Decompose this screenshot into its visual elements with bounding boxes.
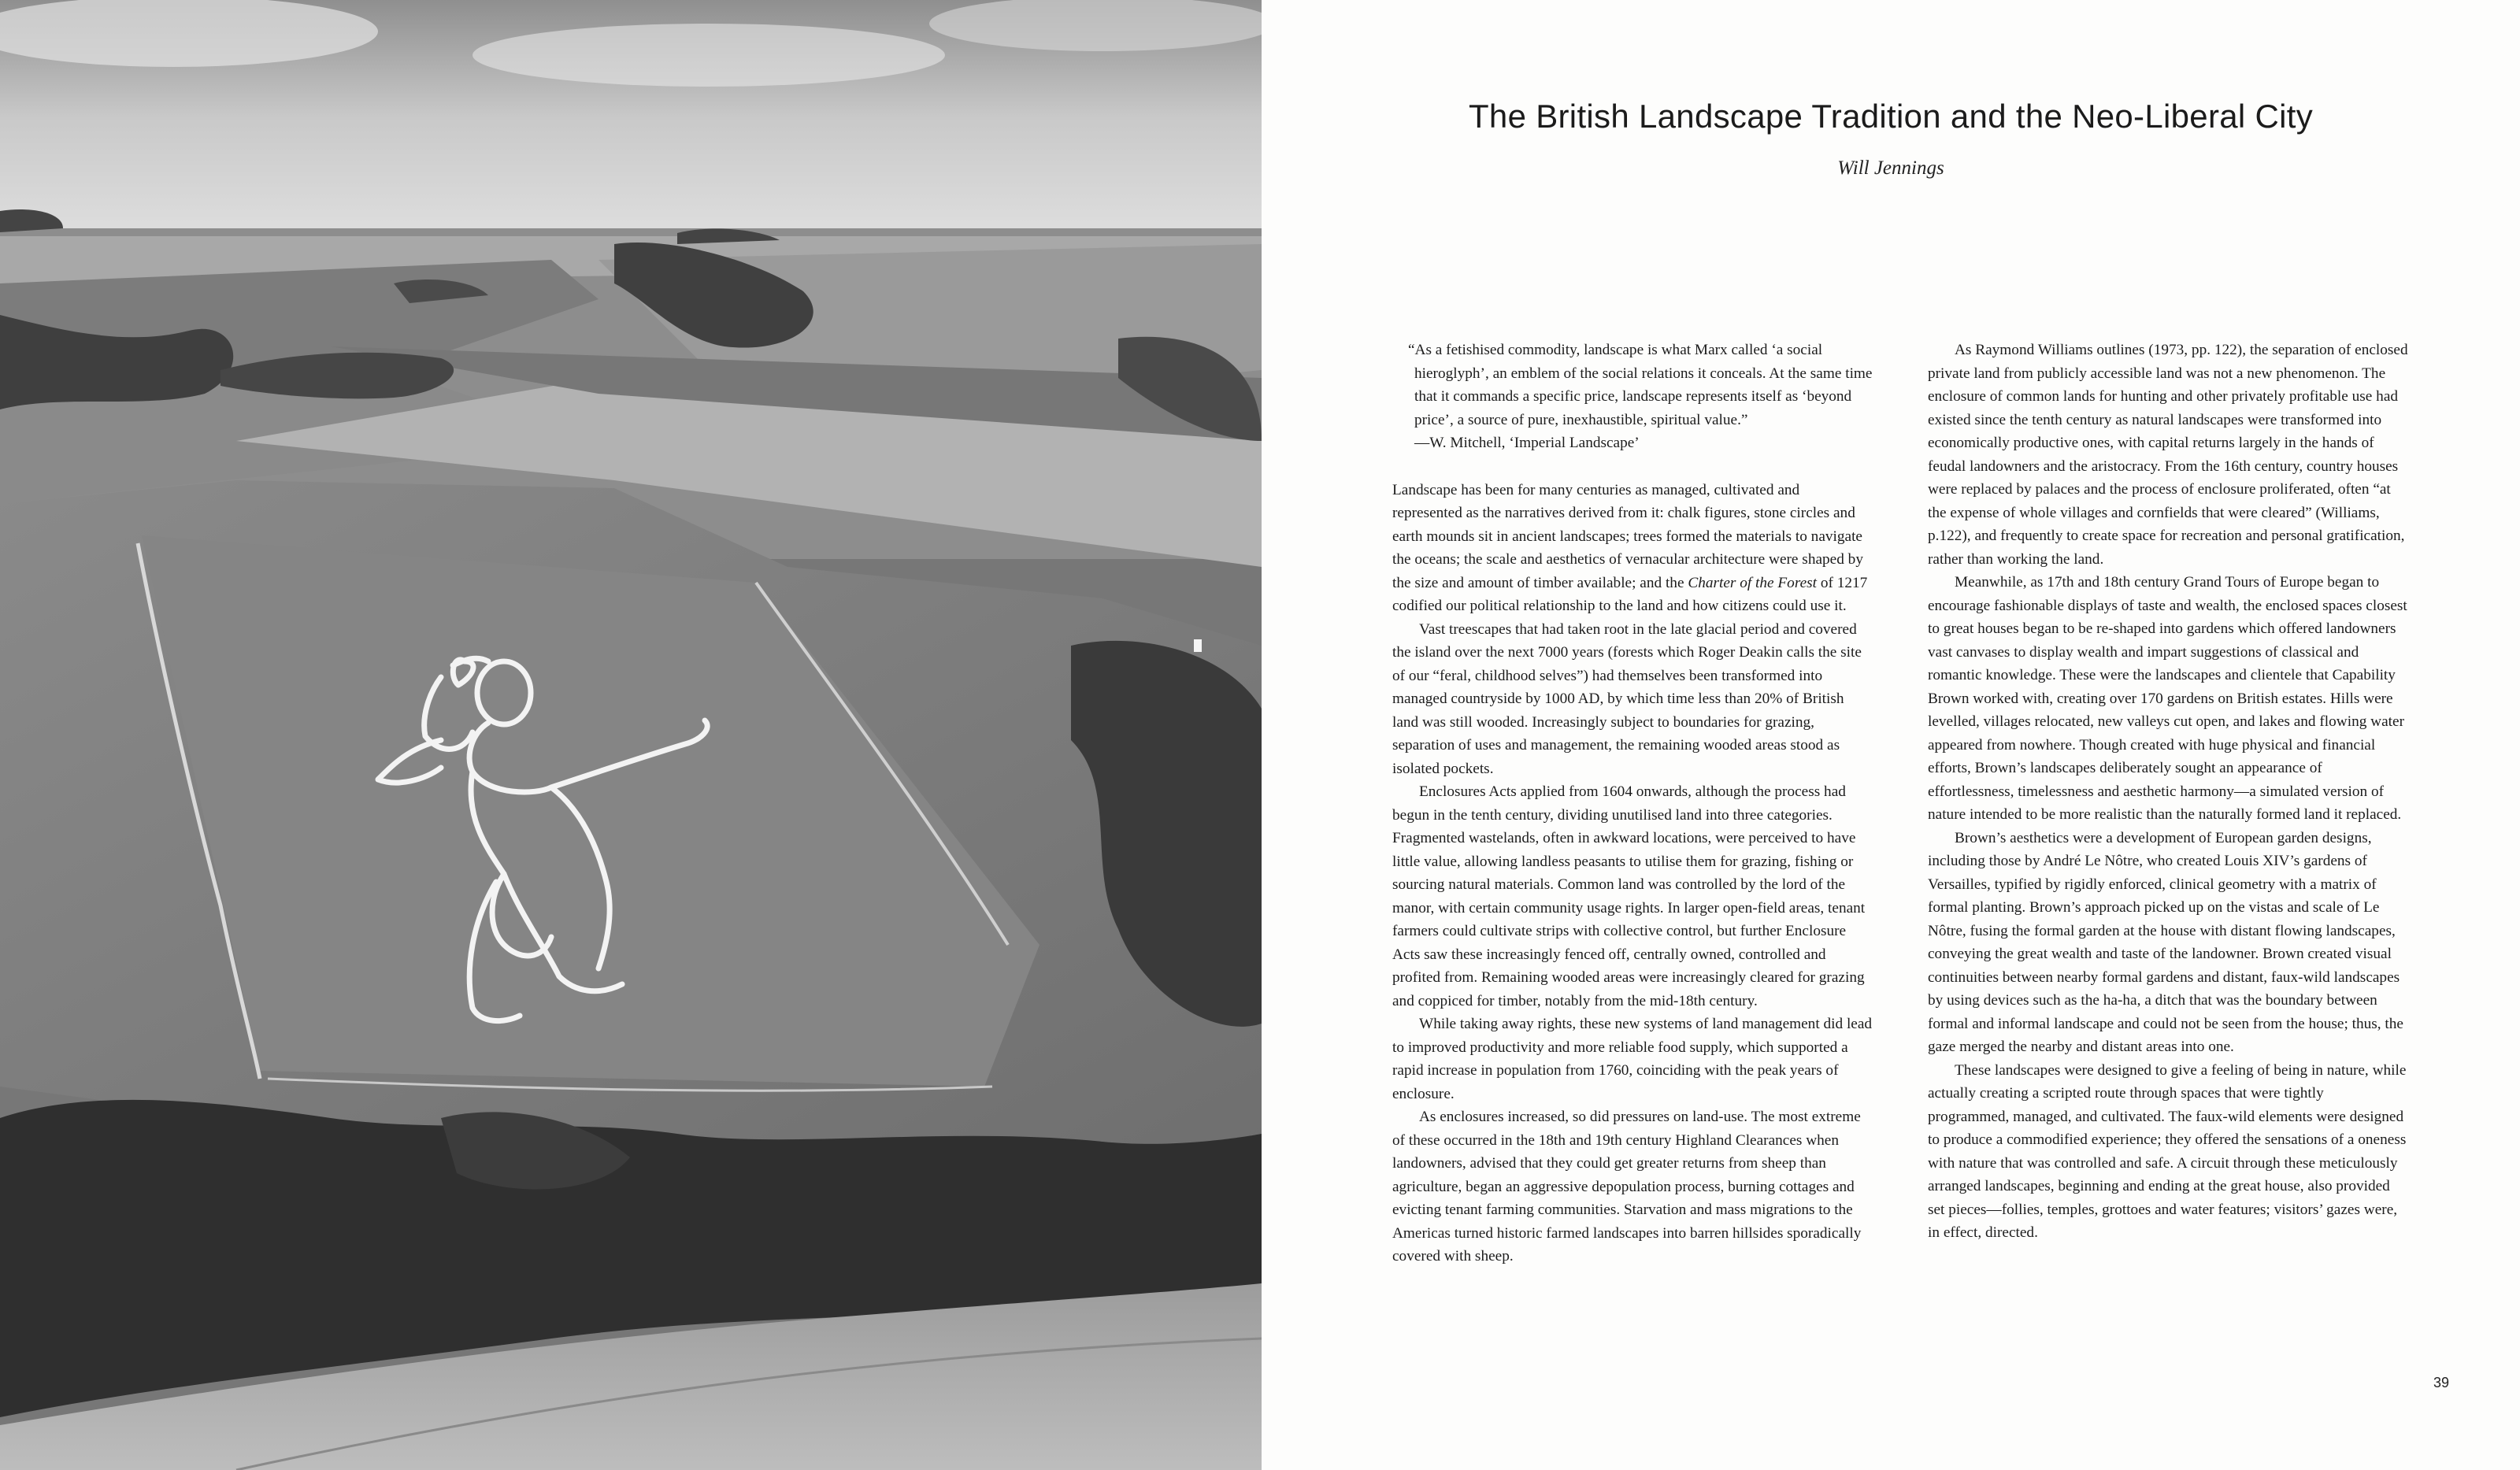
paragraph-text: of 1217 codified our political relationship to the land and how citizens could use it.: [1392, 574, 1868, 614]
paragraph: As enclosures increased, so did pressures on land-use. The most extreme of these occurred in the 18th and 19th century Highland Clearances when landowners, advised that they could get greater returns from sheep than agriculture, began an aggressive depopulation process, burning cottages and evicting tenant farming communities. Starvation and mass migrations to the Americas turned historic farmed landscapes into barren hillsides sporadically covered with sheep.: [1392, 1109, 1862, 1264]
paragraph: Vast treescapes that had taken root in the late glacial period and covered the island over the next 7000 years (forests which Roger Deakin calls the site of our “feral, childhood selves”) had themselves been transformed into managed countryside by 1000 AD, by which time less than 20% of British land was still wooded. Increasingly subject to boundaries for grazing, separation of uses and management, the remaining wooded areas stood as isolated pockets.: [1392, 620, 1862, 777]
article-author: Will Jennings: [1837, 157, 1944, 179]
paragraph: While taking away rights, these new systems of land management did lead to improved productivity and more reliable food supply, which supported a rapid increase in population from 1760, coinciding with the peak years of enclosure.: [1392, 1016, 1873, 1102]
paragraph: These landscapes were designed to give a feeling of being in nature, while actually creating a scripted route through spaces that were tightly programmed, managed, and cultivated. The faux-wild elements were designed to produce a commodified experience; they offered the sensations of a oneness with nature that was controlled and safe. A circuit through these meticulously arranged landscapes, beginning and ending at the great house, also provided set pieces—follies, temples, grottoes and water features; visitors’ gazes were, in effect, directed.: [1928, 1061, 2407, 1241]
page-number: 39: [2433, 1375, 2450, 1390]
article-page: [1262, 0, 2520, 1470]
paragraph: [1392, 479, 1873, 618]
right-column: [1928, 339, 2408, 1245]
paragraph-text: Landscape has been for many centuries as managed, cultivated and represented as the narratives derived from it: chalk figures, stone circles and earth mounds sit in ancient landscapes; trees formed the materials to navigate the oceans; the scale and aesthetics of vernacular architecture were shaped by the size and amount of timber available; and the: [1392, 481, 1863, 591]
paragraph: Enclosures Acts applied from 1604 onwards, although the process had begun in the tenth century, dividing unutilised land into three categories. Fragmented wastelands, often in awkward locations, were perceived to have little value, allowing landless peasants to utilise them for grazing, fishing or sourcing natural materials. Common land was controlled by the lord of the manor, with certain community usage rights. In larger open-field areas, tenant farmers could cultivate strips with collective control, but further Enclosure Acts saw these increasingly fenced off, centrally owned, controlled and profited from. Remaining wooded areas were increasingly cleared for grazing and coppiced for timber, notably from the mid-18th century.: [1392, 783, 1866, 1009]
paragraph: Brown’s aesthetics were a development of European garden designs, including those by André Le Nôtre, who created Louis XIV’s gardens of Versailles, typified by rigidly enforced, clinical geometry with a matrix of formal planting. Brown’s approach picked up on the vistas and scale of Le Nôtre, fusing the formal garden at the house with distant flowing landscapes, conveying the great wealth and taste of the landowner. Brown created visual continuities between nearby formal gardens and distant, faux-wild landscapes by using devices such as the ha-ha, a ditch that was the boundary between formal and informal landscape and could not be seen from the house; thus, the gaze merged the nearby and distant areas into one.: [1928, 829, 2403, 1055]
paragraph: As Raymond Williams outlines (1973, pp. 122), the separation of enclosed private land from publicly accessible land was not a new phenomenon. The enclosure of common lands for hunting and other privately profitable use had existed since the tenth century as natural landscapes were transformed into economically productive ones, with capital returns largely in the hands of feudal landowners and the aristocracy. From the 16th century, country houses were replaced by palaces and the process of enclosure proliferated, often “at the expense of whole villages and cornfields that were cleared” (Williams, p.122), and frequently to create space for recreation and personal gratification, rather than working the land.: [1928, 342, 2408, 568]
paragraph: Meanwhile, as 17th and 18th century Grand Tours of Europe began to encourage fashionable displays of taste and wealth, the enclosed spaces closest to great houses began to be re-shaped into gardens which offered landowners vast canvases to display wealth and impart suggestions of classical and romantic knowledge. These were the landscapes and clientele that Capability Brown worked with, creating over 170 gardens on British estates. Hills were levelled, villages relocated, new valleys cut open, and lakes and flowing water appeared from nowhere. Though created with huge physical and financial efforts, Brown’s landscapes deliberately sought an appearance of effortlessness, timelessness and aesthetic harmony—a simulated version of nature intended to be more realistic than the naturally formed land it replaced.: [1928, 574, 2407, 823]
book-title: Charter of the Forest: [1688, 574, 1818, 591]
left-column: [1392, 339, 1873, 1268]
epigraph-attribution: —W. Mitchell, ‘Imperial Landscape’: [1414, 435, 1640, 451]
epigraph: [1392, 339, 1873, 455]
epigraph-quote: “As a fetishised commodity, landscape is what Marx called ‘a social hieroglyph’, an emblem of the social relations it conceals. At the same time that it commands a specific price, landscape represents itself as ‘beyond price’, a source of pure, inexhaustible, spiritual value.”: [1408, 342, 1873, 428]
article-title: The British Landscape Tradition and the Neo-Liberal City: [1468, 98, 2314, 135]
